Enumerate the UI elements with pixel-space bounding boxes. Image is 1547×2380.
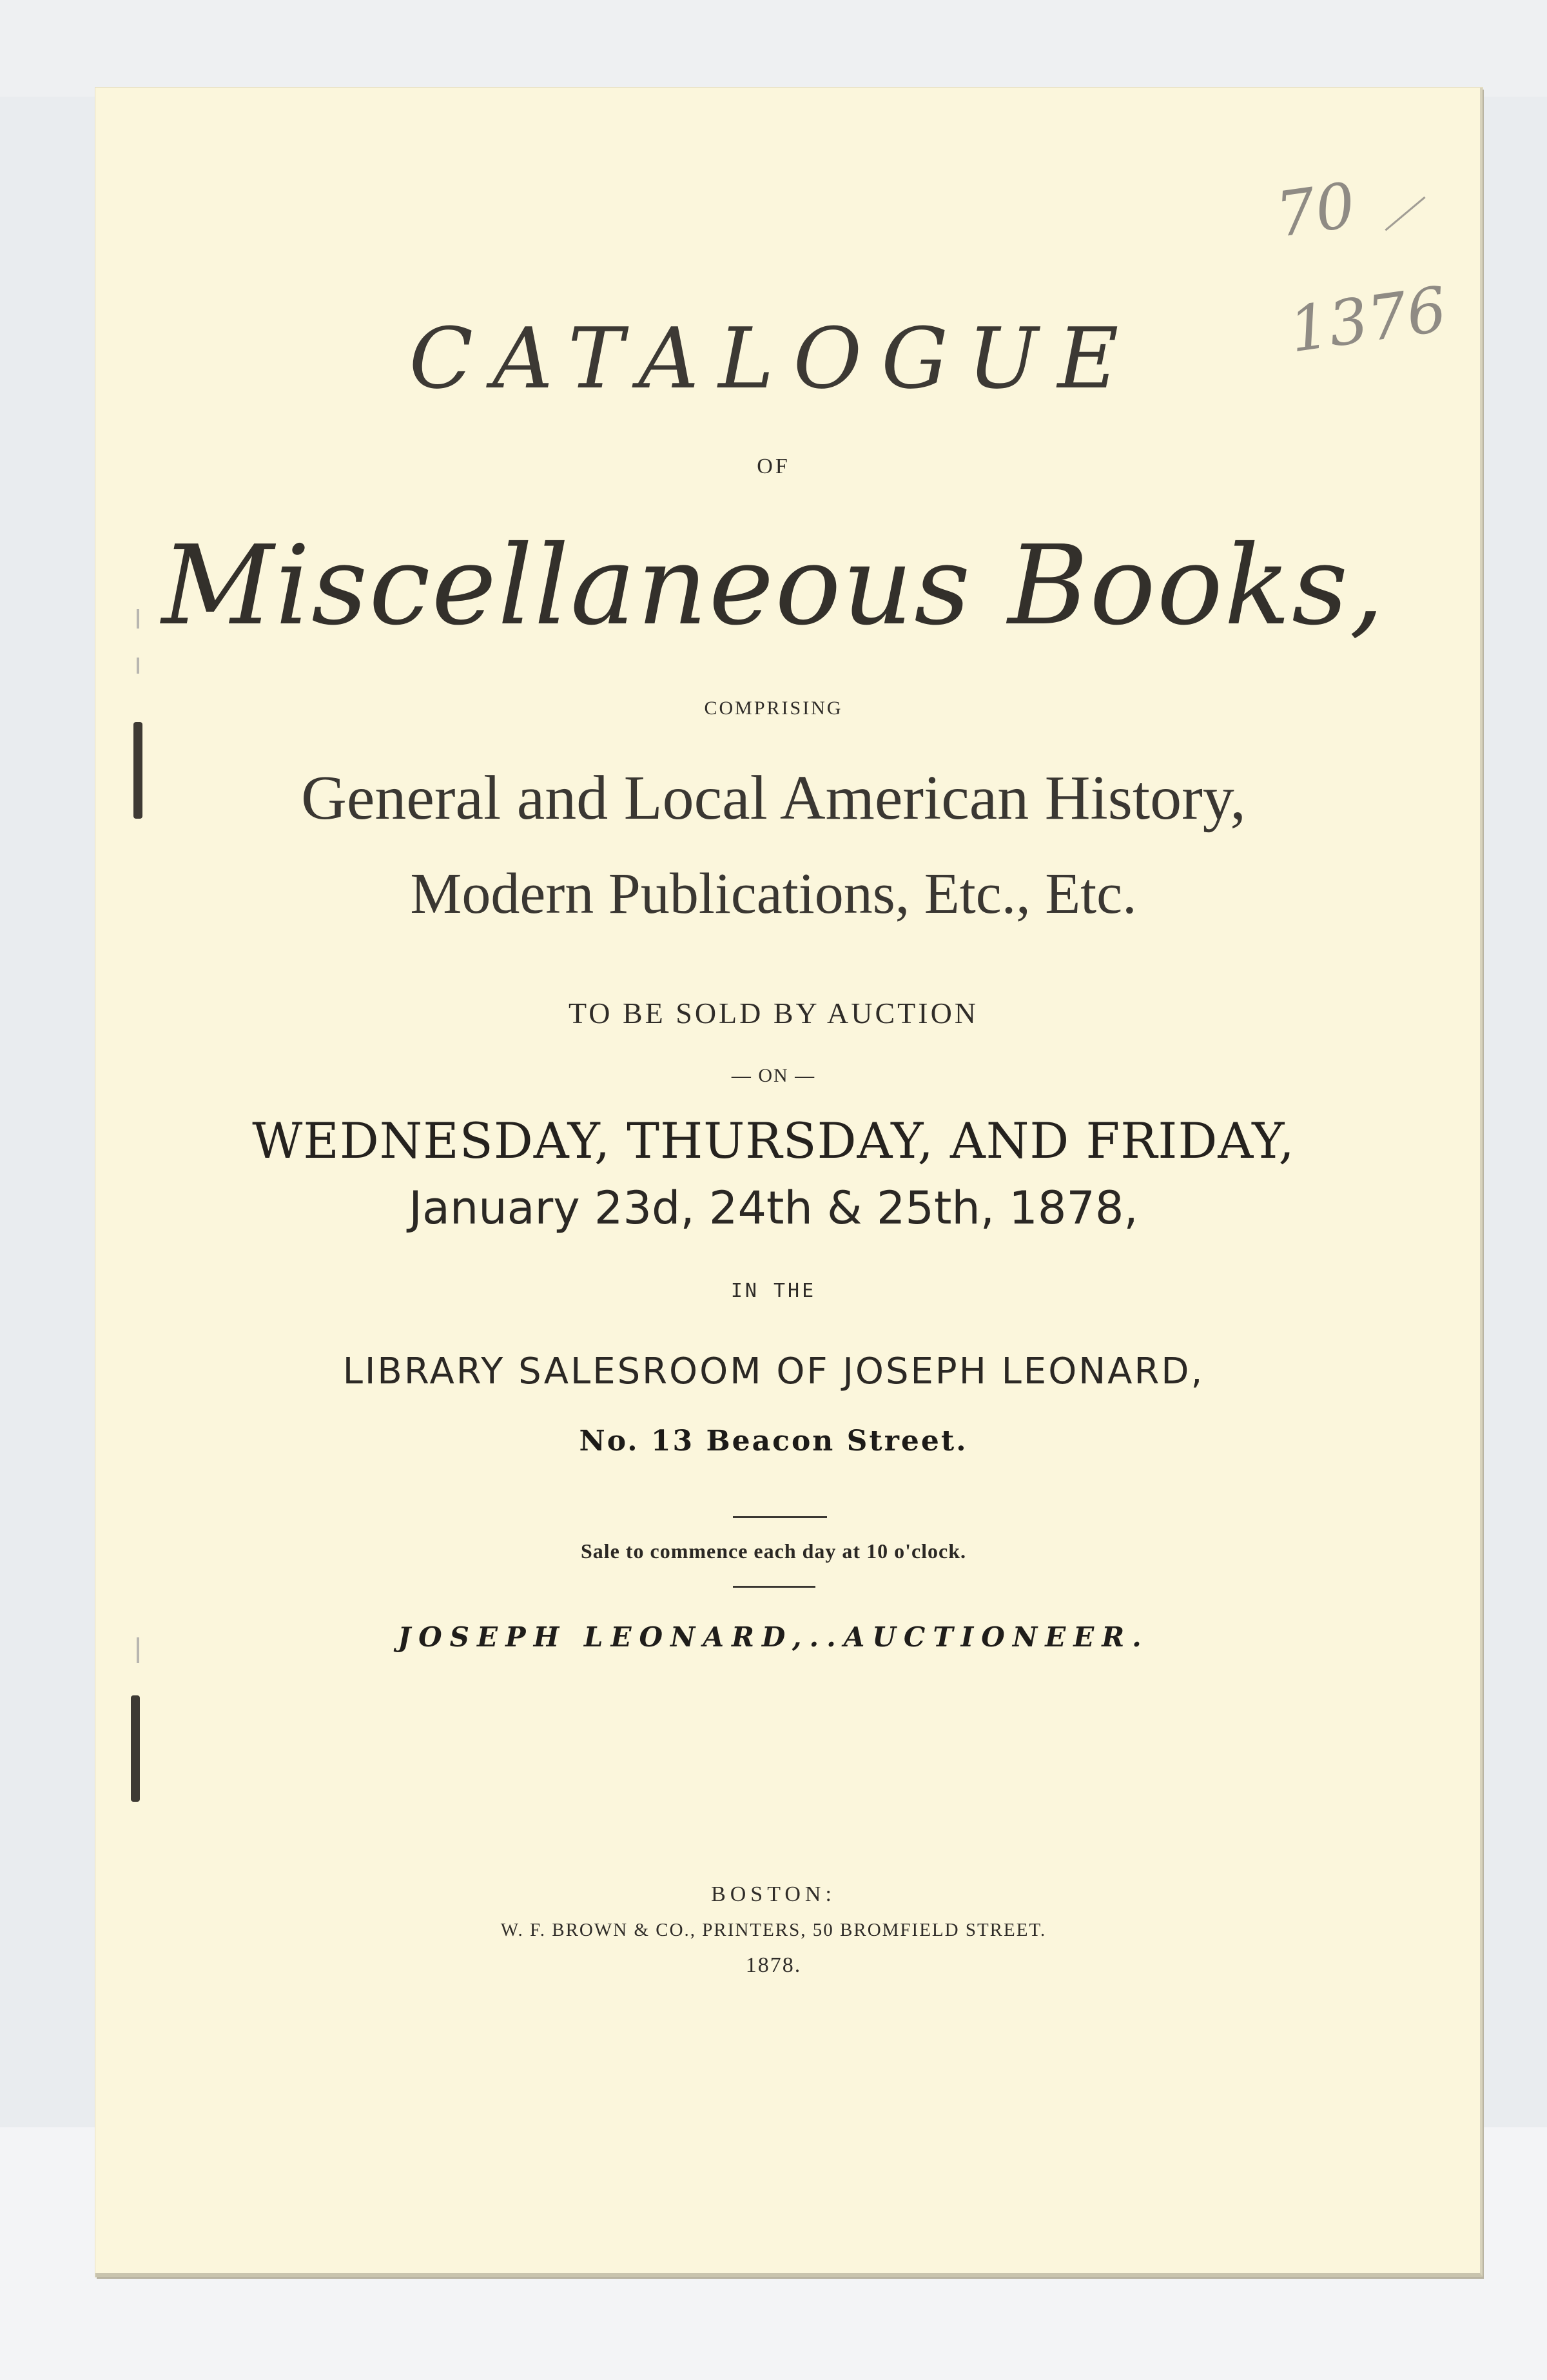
imprint-year: 1878. xyxy=(745,1953,802,1977)
scan-background xyxy=(0,0,1547,97)
contents-line-1: General and Local American History, xyxy=(301,763,1246,833)
pencil-annotation-top: 70 xyxy=(1271,169,1360,251)
salesroom-name: LIBRARY SALESROOM OF JOSEPH LEONARD, xyxy=(342,1351,1205,1392)
of-label: OF xyxy=(757,454,790,478)
binding-mark xyxy=(137,658,139,674)
sale-days: WEDNESDAY, THURSDAY, AND FRIDAY, xyxy=(252,1112,1295,1169)
subject-heading: Miscellaneous Books, xyxy=(161,522,1386,650)
sale-dates: January 23d, 24th & 25th, 1878, xyxy=(409,1182,1138,1234)
comprising-label: COMPRISING xyxy=(704,697,843,719)
sale-time: Sale to commence each day at 10 o'clock. xyxy=(580,1539,967,1563)
street-address: No. 13 Beacon Street. xyxy=(579,1425,968,1458)
on-label: — ON — xyxy=(731,1065,816,1086)
imprint-printer: W. F. BROWN & CO., PRINTERS, 50 BROMFIELD STREET. xyxy=(500,1920,1047,1940)
in-the-label: IN THE xyxy=(730,1280,817,1302)
divider-rule xyxy=(733,1516,827,1518)
catalogue-title: CATALOGUE xyxy=(409,309,1138,407)
contents-line-2: Modern Publications, Etc., Etc. xyxy=(410,862,1137,926)
pencil-annotation-bottom: 1376 xyxy=(1285,273,1451,367)
auction-notice: TO BE SOLD BY AUCTION xyxy=(568,997,979,1029)
divider-rule xyxy=(733,1586,815,1588)
imprint-city: BOSTON: xyxy=(711,1882,836,1906)
staple-bottom xyxy=(131,1695,140,1802)
auctioneer-name: JOSEPH LEONARD,..AUCTIONEER. xyxy=(398,1621,1149,1653)
